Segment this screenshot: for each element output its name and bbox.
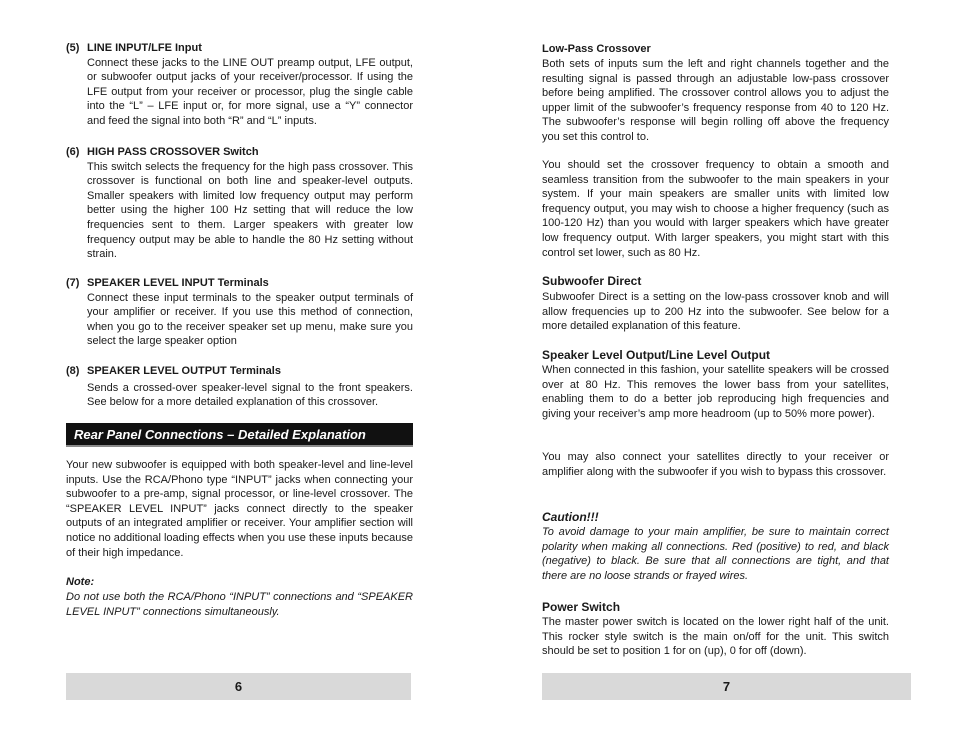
lowpass-body: Both sets of inputs sum the left and right channels together and the resulting signal is passed through an adjustable low-pass crossover before being amplified. The crossover control allows you to adjust the upper limit of the subwoofer’s frequency response from 40 to 120 Hz. The subwoofer’s response will begin rolling off above the frequency you set this control to. [542,58,889,143]
page-number-bar-left [66,673,411,700]
left-page [66,0,413,738]
lowpass-heading: Low-Pass Crossover [542,43,651,55]
item-body: Sends a crossed-over speaker-level signal to the front speakers. See below for a more detailed explanation of this crossover. [87,381,413,409]
item-number: (7) [66,277,80,289]
note-body: Do not use both the RCA/Phono “INPUT” connections and “SPEAKER LEVEL INPUT” connections simultaneously. [66,591,413,618]
right-page [542,0,889,738]
item-number: (8) [66,365,80,377]
subwoofer-direct-body: Subwoofer Direct is a setting on the low-pass crossover knob and will allow frequencies up to 200 Hz into the subwoofer. See below for a more detailed explanation of this feature. [542,291,889,333]
item-speaker-level-output [66,364,413,410]
item-speaker-level-input [66,276,413,349]
page-number: 7 [722,679,731,694]
power-switch-body: The master power switch is located on the lower right half of the unit. This rocker style switch is the main on/off for the unit. This switch should be set to position 1 for on (up), 0 for off (down). [542,616,889,658]
item-body: Connect these input terminals to the speaker output terminals of your amplifier or receiver. If you use this method of connection, when you go to the receiver speaker set up menu, make sure you select the large speaker option [87,291,413,348]
item-number: (5) [66,42,80,54]
note-heading: Note: [66,576,95,588]
subwoofer-direct-heading: Subwoofer Direct [542,274,642,288]
item-body: This switch selects the frequency for the high pass crossover. This crossover is functional on both line and speaker-level outputs. Smaller speakers with limited low frequency output may perform better using the higher 100 Hz setting that will reduce the low frequencies sent to them. Larger speakers with greater low frequency output may be able to handle the 80 Hz setting without strain. [87,160,413,261]
caution-heading: Caution!!! [542,510,599,524]
speaker-level-output-body-2: You may also connect your satellites directly to your receiver or amplifier along with the subwoofer if you wish to bypass this crossover. [542,451,889,478]
speaker-level-output-heading: Speaker Level Output/Line Level Output [542,348,771,362]
item-body: Connect these jacks to the LINE OUT preamp output, LFE output, or subwoofer output jacks of your receiver/processor. If using the LFE output from your receiver or processor, plug the single cable into the “L” – LFE input or, for more signal, use a “Y” connector and feed the signal into both “R” and “L” inputs. [87,56,413,127]
item-heading: HIGH PASS CROSSOVER Switch [87,146,259,158]
item-heading: SPEAKER LEVEL OUTPUT Terminals [87,365,281,377]
lowpass-body-2: You should set the crossover frequency to obtain a smooth and seamless transition from the subwoofer to the main speakers in your system. If your main speakers are smaller units with limited low frequency output, you may wish to choose a higher frequency (such as 100-120 Hz) than you would with larger speakers which have greater low frequency output. With larger speakers, you might start with this control set lower, such as 80 Hz. [542,159,889,259]
speaker-level-output-body: When connected in this fashion, your satellite speakers will be crossed over at 80 Hz. This removes the lower bass from your satellites, enabling them to do a better job reproducing high frequencies and giving your receiver’s amp more headroom (up to 50% more power). [542,364,889,420]
section-body: Your new subwoofer is equipped with both speaker-level and line-level inputs. Use the RCA/Phono type “INPUT” jacks when connecting your subwoofer to a pre-amp, signal processor, or line-level crossover. The “SPEAKER LEVEL INPUT” jacks connect directly to the speaker outputs of an integrated amplifier or receiver. Your amplifier section will notice no additional loading effects when you use these inputs because of their high impedance. [66,459,413,559]
power-switch-heading: Power Switch [542,600,621,614]
section-title-bar: Rear Panel Connections – Detailed Explanation [66,423,413,447]
item-line-input [66,41,413,129]
page-number: 6 [234,679,243,694]
item-high-pass-crossover [66,145,413,262]
item-heading: LINE INPUT/LFE Input [87,42,202,54]
caution-body: To avoid damage to your main amplifier, be sure to maintain correct polarity when making all connections. Red (positive) to red, and black (negative) to black. Be sure that all connections are tight, and that there are no loose strands or frayed wires. [542,526,889,582]
item-heading: SPEAKER LEVEL INPUT Terminals [87,277,269,289]
page-number-bar-right [542,673,911,700]
item-number: (6) [66,146,80,158]
